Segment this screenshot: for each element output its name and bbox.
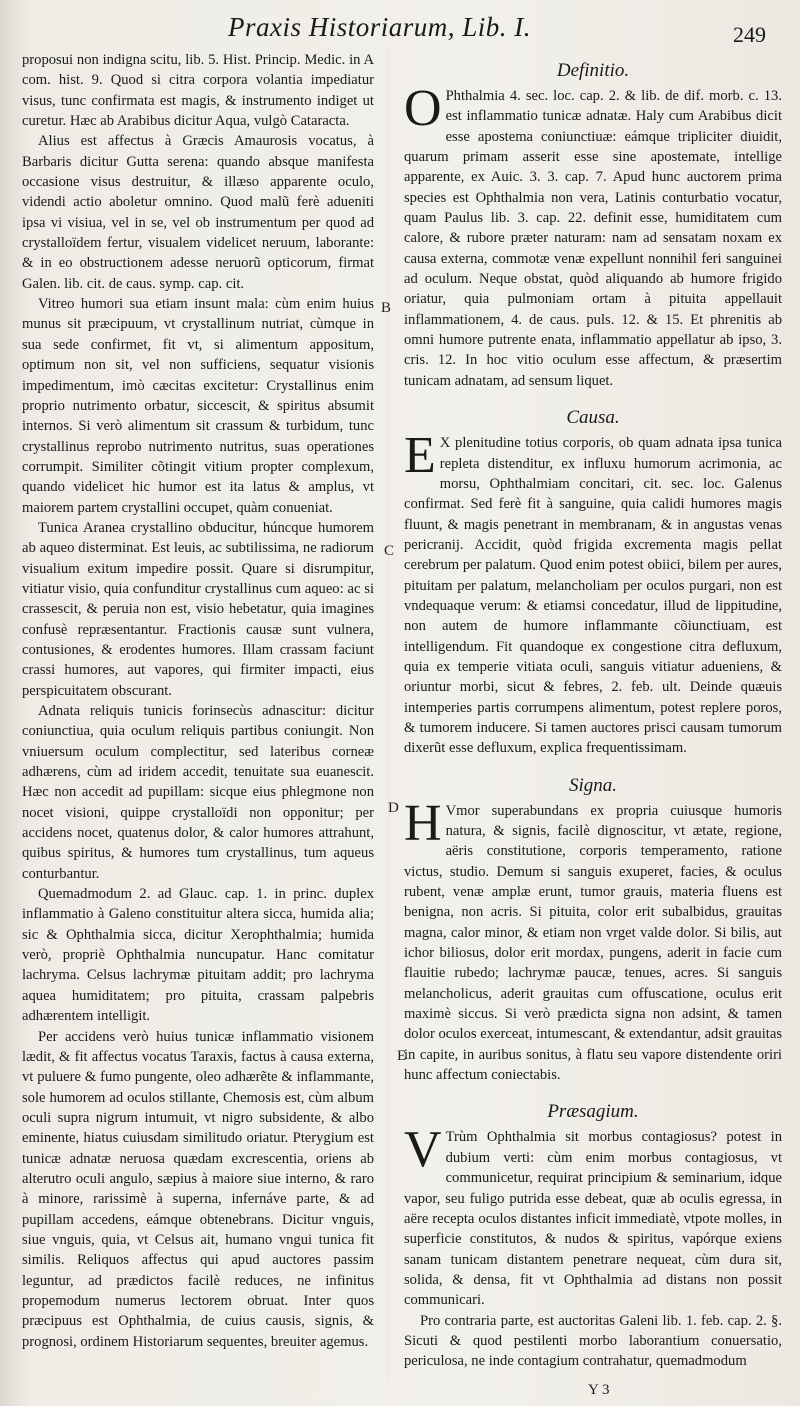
section-text: V Trùm Ophthalmia sit morbus contagiosus? potest in dubium verti: cùm enim morbus contagiosus, vt communicetur, requirat principium & seminarium, idque vapor, seu fuligo putrida esse debeat, quæ ab oculis egressa, in aëre recepta oculos distantes inficit immediatè, vtpote molles, in superficie constitutos, & nudos & spiritus, vapórque exiens sanam tunicam distantem penetrare nequeat, cùm dura sit, solida, & densa, fit vt Ophthalmia ad distans non possit communicari.	[404, 1121, 782, 1309]
paragraph: Per accidens verò huius tunicæ inflammatio visionem lædit, & fit affectus vocatus Taraxis, factus à causa externa, vt puluere & fumo pungente, oleo adhærẽte & inflammante, sole humorem ad oculos stillante, Chemosis est, cùm album oculi supra nigrum intumuit, vt nigro subsidente, & albo eminente, hiatus cuiusdam similitudo oriatur. Pterygium est tunicæ adnatæ neruosa quædam excrescentia, oriens ab alterutro oculi angulo, sæpius à maiore siue interno, & raro à minore, rarissimè à superna, infernáve parte, & ad pupillam accedens, eámque obtenebrans. Dicitur vnguis, siue vnguis, quia, vt Celsus ait, humano vngui tunica fit similis. Reliquos affectus qui apud auctores passim leguntur, ad prædictos facilè reduces, ne infinitus propemodum numerus lectorem obruat. Inter quos præcipuus est Ophthalmia, de cuius causis, signis, & prognosi, ordinem Historiarum sequentes, breuiter agemus.	[22, 1028, 374, 1350]
margin-letter-d: D	[388, 800, 399, 816]
section-heading: Definitio.	[556, 60, 630, 81]
paragraph: proposui non indigna scitu, lib. 5. Hist. Princip. Medic. in A com. hist. 9. Quod si citra corpora volantia impediatur visus, tunc confirmata est magis, & instrumento indiget ut curetur. Hæc ab Arabibus dicitur Aqua, vulgò Cataracta.	[22, 52, 374, 130]
section-text: E X plenitudine totius corporis, ob quam adnata ipsa tunica repleta distenditur, ex influxu humorum acrimonia, ac morsu, Ophthalmiam concitari, cit. sec. loc. Galenus confirmat. Sed ferè fit à sanguine, quia calidi humores magis fluunt, & magis penetrant in membranam, & in angustas venas pericranij. Accidit, quòd frigida excrementa magis pellat cerebrum per palatum. Quod enim potest obiici, bilem per aures, pituitam per palatum, melancholiam per oculos purgari, non est vndequaque verum: & etiamsi concedatur, illud de lippitudine, non autem de humore inflammante cõiunctiuam, est intelligendum. Fit quandoque ex congestione citra defluxum, quia ex temperie vitiata oculi, sanguis vitiatur adueniens, & oriuntur morbi, sicut & febres, 2. feb. ult. Deinde quæuis intemperies partis corrumpens alimentum, potest replere poros, & tumorem inducere. Si tamen auctores prisci causam tumorum dixerũt esse defluxum, explica frequentissimam.	[404, 427, 782, 757]
paragraph: Quemadmodum 2. ad Glauc. cap. 1. in princ. duplex inflammatio à Galeno constituitur altera sicca, humida alia; sic & Ophthalmia sicca, dicitur Xerophthalmia; humida verò, propriè Ophthalmia nuncupatur. Hanc comitatur lachryma. Celsus lachrymæ pituitam addit; pro lachryma aquea humiditatem; pro pituita, crassam palpebris adhærentem intelligit.	[22, 886, 374, 1025]
section-heading: Causa.	[566, 407, 620, 429]
margin-letter-e: E	[397, 1048, 407, 1064]
section-praesagium	[404, 1097, 782, 1371]
right-column	[404, 50, 782, 1372]
section-text: H Vmor superabundans ex propria cuiusque humoris natura, & signis, facilè dignoscitur, vt ætate, regione, aëris constitutione, corporis temperamento, ratione victus, studio. Demum si sanguis exuperet, facies, & oculus rubent, venæ amplæ erunt, tumor grauis, materia fluens est benigna, non acris. Si pituita, color erit subalbidus, grauitas magna, calor minor, & etiam non vrget valde dolor. Si bilis, aut ichor biliosus, dolor erit mordax, pungens, aderit in facie cum flauitie rubedo; lachrymæ paucæ, tenues, acres. Si sanguis melancholicus, aderit grauitas cum offuscatione, oculus erit maximè siccus. Si verò prædicta signa non adsint, & tamen dolor oculos exerceat, intumescant, & extendantur, adsit grauitas in capite, in auribus sonitus, à flatu seu vapore distendente oriri hunc affectum coniectabis.	[404, 794, 782, 1084]
signature-mark: Y 3	[588, 1382, 610, 1398]
margin-letter-c: C	[384, 543, 395, 559]
section-heading: Signa.	[568, 774, 618, 796]
running-title: Praxis Historiarum, Lib. I.	[228, 12, 532, 42]
section-text: O Phthalmia 4. sec. loc. cap. 2. & lib. de dif. morb. c. 13. est inflammatio tunicæ adnatæ. Haly cum Arabibus dicit esse apostema coniunctiuæ: eámque tripliciter diuidit, quarum primam asserit esse sine apostemate, intellige apparente, ex Auic. 3. 3. cap. 7. Apud hunc auctorem prima species est Ophthalmia non vera, Latinis conturbatio vocatur, quam Paulus lib. 3. cap. 22. definit esse, humiditatem cum calore, & rubore præter naturam: nam ad sensatam noxam ex causa externa, commotæ venæ expellunt nonnihil feri sanguinei ad oculum. Neque obstat, quòd aliquando ab humore frigido oriatur, quia pulmoniam ortam à pituita appellauit inflammationem, 4. de caus. puls. 12. & 15. Et phrenitis ab omni humore putrente enata, inflammatio appellatur ab ipso, 3. cris. 12. In hoc vitio oculum esse affectum, & præsertim tunicam adnatam, ad sensum liquet.	[404, 80, 782, 389]
page-number: 249	[733, 22, 766, 47]
paragraph: Vitreo humori sua etiam insunt mala: cùm enim huius munus sit præcipuum, vt crystallinum nutriat, cùmque in sua sede confirmet, fit vt, si alimentum appositum, optimum non sit, vel non sufficiens, sequatur visionis impedimentum, imò cæcitas excitetur: Crystallinus enim proprio nutrimento orbatur, siccescit, & spiritus absumit internos. Si verò alimentum sit crassum & turbidum, tunc crystallinus reprobo nutrimento nutritus, suas operationes corrumpit. Similiter cõtingit vitium propter complexum, quando videlicet hic humor est ita latus & amplus, vt maiorem partem crystallini occupet, quàm conueniat.	[22, 296, 374, 516]
section-heading: Præsagium.	[547, 1101, 639, 1123]
paragraph: Adnata reliquis tunicis forinsecùs adnascitur: dicitur coniunctiua, quia oculum reliquis partibus coniungit. Non vniuersum oculum complectitur, sed lateribus corneæ adhærens, cùm ad iridem accedit, tenuitate sua euanescit. Hæc non accedit ad pupillam: sicque eius phlegmone non nocet visioni, quippe crystalloïdi non opponitur; per accidens nocet, quatenus dolor, & calor humores attrahunt, quibus spiritus, & humores tum crystallinus, tum aqueus conturbantur.	[22, 703, 374, 882]
paragraph: Alius est affectus à Græcis Amaurosis vocatus, à Barbaris dicitur Gutta serena: quando absque manifesta occasione visus destruitur, & illæso apparente oculo, videndi actio aboletur omnino. Quod malũ ferè adueniti ipsa vi visiua, vel in se, vel ob instrumentum per quod ad crystalloïdem fertur, visualem videlicet neruum, laborante: & in eo obstructionem adesse neruorũ opticorum, firmat Galen. lib. cit. de caus. symp. cap. cit.	[22, 133, 374, 292]
left-column	[22, 50, 374, 1352]
margin-letter-b: B	[381, 300, 392, 316]
drop-cap: O	[404, 80, 442, 137]
drop-cap: E	[404, 427, 436, 485]
column-gutter	[388, 50, 389, 1380]
running-head	[0, 8, 800, 48]
drop-cap: H	[404, 794, 442, 852]
drop-cap: V	[404, 1121, 442, 1179]
section-text-continued: Pro contraria parte, est auctoritas Galeni lib. 1. feb. cap. 2. §. Sicuti & quod pestilenti morbo laborantium conuersatio, periculosa, ne inde contagium contrahatur, quemadmodum	[404, 1312, 782, 1370]
section-definitio	[404, 56, 782, 391]
section-signa	[404, 771, 782, 1086]
paragraph: Tunica Aranea crystallino obducitur, húncque humorem ab aqueo disterminat. Est leuis, ac subtilissima, ne radiorum visualium exitum impedire possit. Quare si disrumpitur, vitiatur visio, quia confunditur crystallinus cum aqueo: ac si crassescit, & peruia non est, visio hebetatur, quia imagines confusè repræsentantur. Fractionis causæ sunt vulnera, contusiones, & erodentes humores. Illam crassam faciunt crassi humores, aut vapores, qui firmiter impacti, eius perspicuitatem obscurant.	[22, 519, 374, 699]
section-causa	[404, 403, 782, 759]
